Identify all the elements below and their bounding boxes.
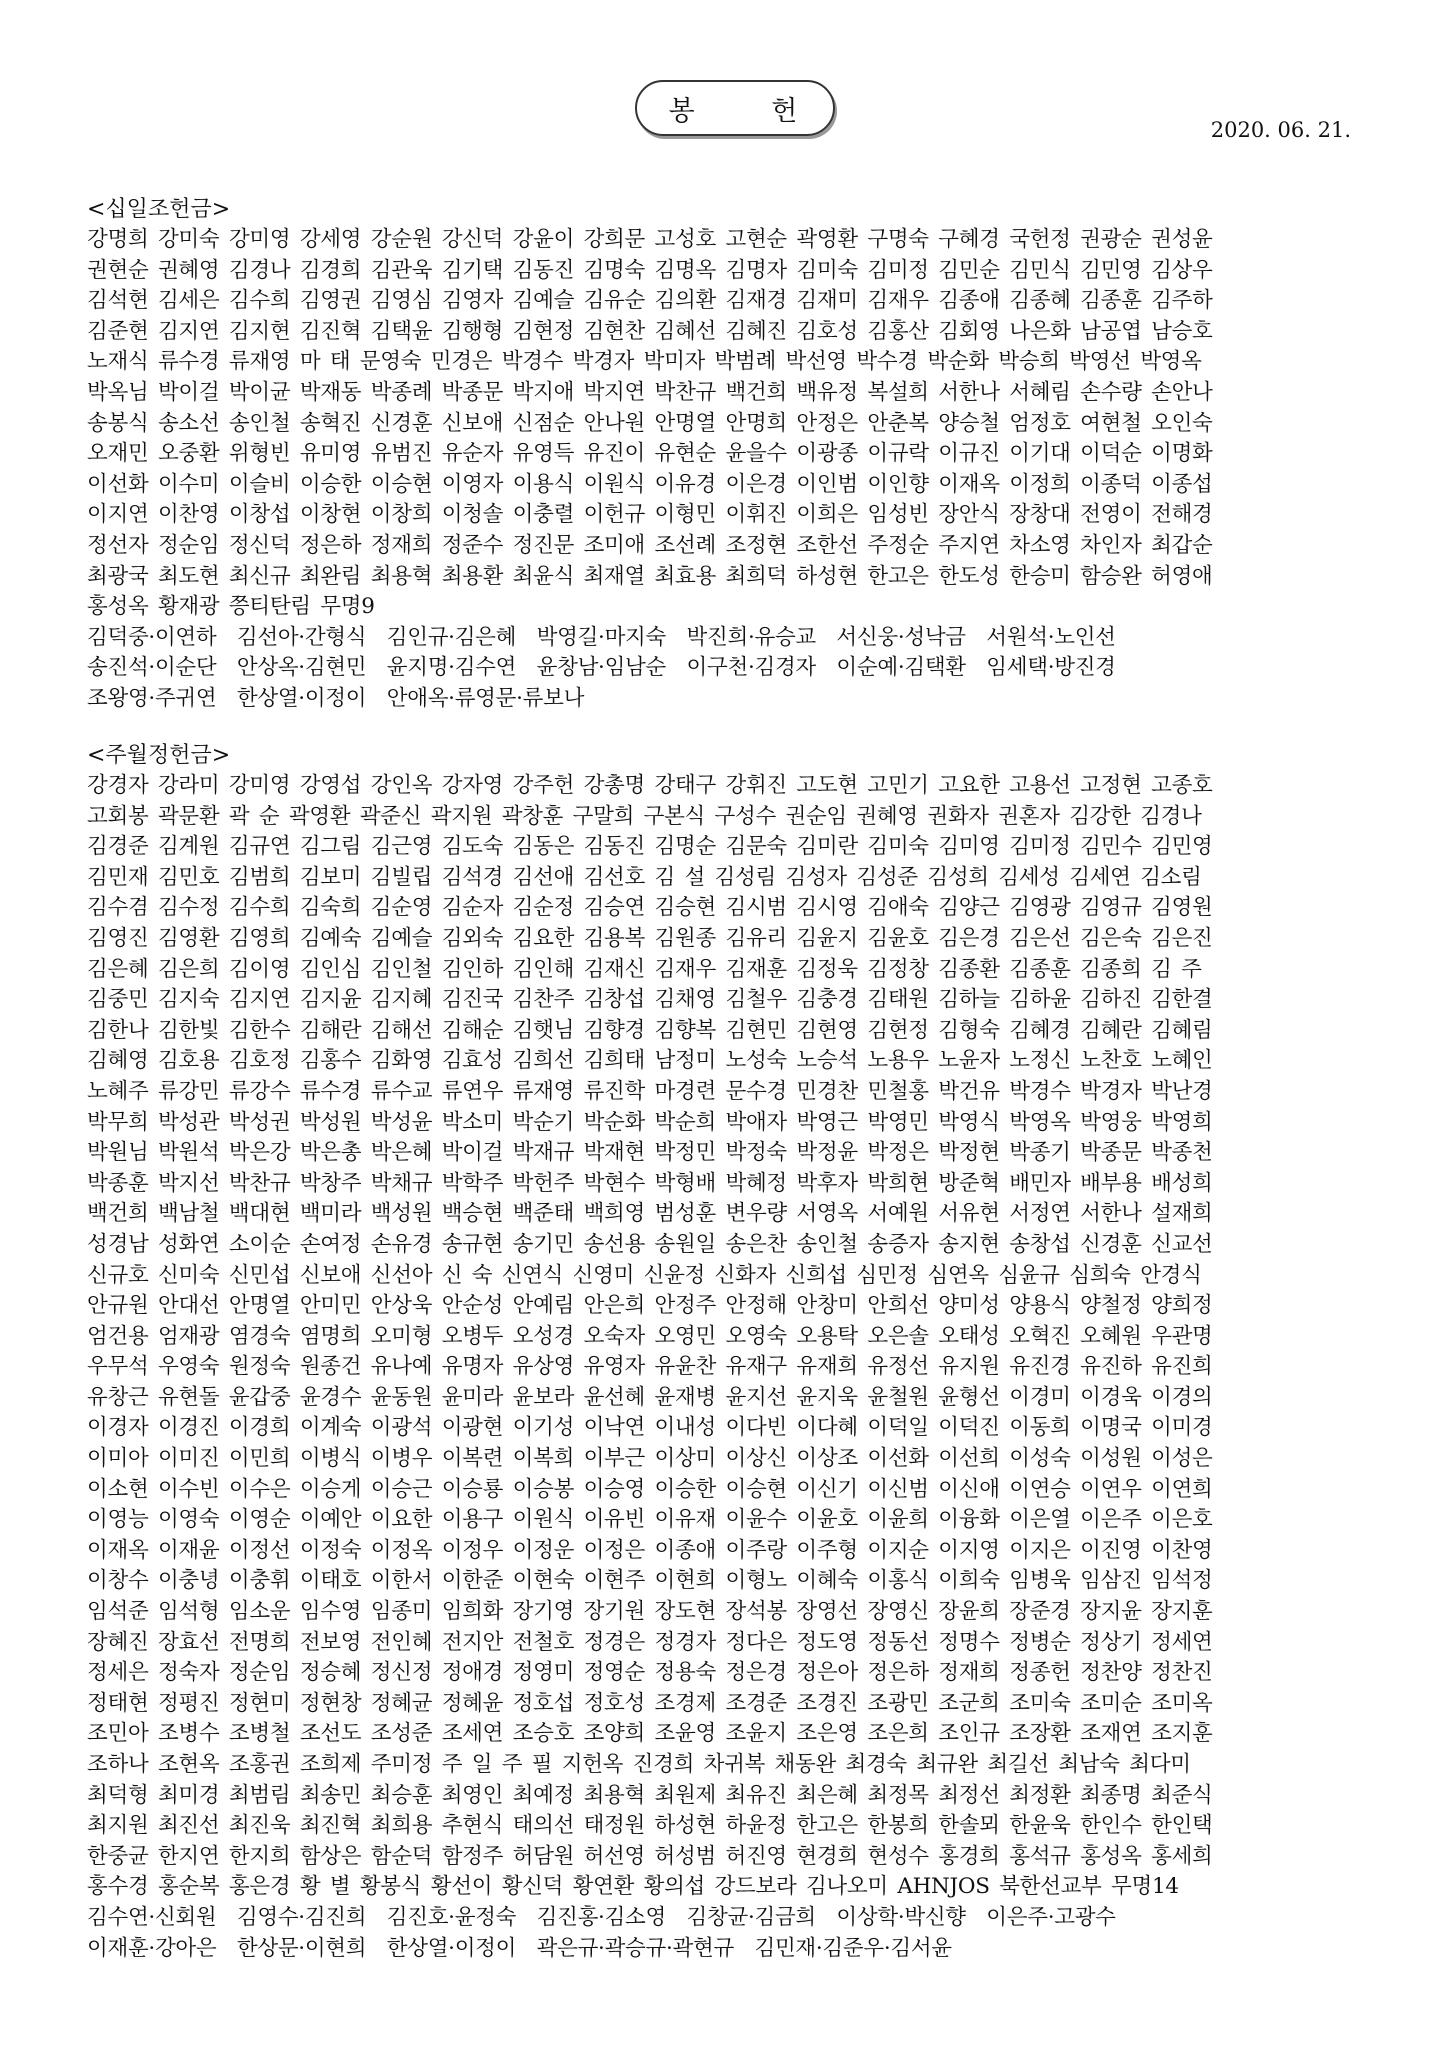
name-line: 홍수경 홍순복 홍은경 황 별 황봉식 황선이 황신덕 황연환 황의섭 강드보라 김나오미 AHNJOS 북한선교부 무명14 <box>87 1874 1179 1900</box>
name-line: 안규원 안대선 안명열 안미민 안상욱 안순성 안예림 안은희 안정주 안정해 안창미 안희선 양미성 양용식 양철정 양희정 <box>87 1293 1213 1319</box>
name-line: 김은혜 김은희 김이영 김인심 김인철 김인하 김인해 김재신 김재우 김재훈 김정욱 김정창 김종환 김종훈 김종희 김 주 <box>87 956 1202 982</box>
name-line: 이선화 이수미 이슬비 이승한 이승현 이영자 이용식 이원식 이유경 이은경 이인범 이인향 이재옥 이정희 이종덕 이종섭 <box>87 471 1213 497</box>
name-line: 유창근 유현돌 윤갑중 윤경수 윤동원 윤미라 윤보라 윤선혜 윤재병 윤지선 윤지욱 윤철원 윤형선 이경미 이경욱 이경의 <box>87 1384 1213 1410</box>
name-line: 송봉식 송소선 송인철 송혁진 신경훈 신보애 신점순 안나원 안명열 안명희 안정은 안춘복 양승철 엄정호 여현철 오인숙 <box>87 410 1213 436</box>
name-line: 김석현 김세은 김수희 김영권 김영심 김영자 김예슬 김유순 김의환 김재경 김재미 김재우 김종애 김종혜 김종훈 김주하 <box>87 288 1213 314</box>
name-line: 박종훈 박지선 박찬규 박창주 박채규 박학주 박헌주 박현수 박형배 박혜정 박후자 박희현 방준혁 배민자 배부용 배성희 <box>87 1170 1213 1196</box>
name-line: 이경자 이경진 이경희 이계숙 이광석 이광현 이기성 이낙연 이내성 이다빈 이다혜 이덕일 이덕진 이동희 이명국 이미경 <box>87 1415 1213 1441</box>
name-line: 조왕영·주귀연 한상열·이정이 안애옥·류영문·류보나 <box>87 685 585 711</box>
name-line: 정세은 정숙자 정순임 정승혜 정신정 정애경 정영미 정영순 정용숙 정은경 정은아 정은하 정재희 정종헌 정찬양 정찬진 <box>87 1660 1213 1686</box>
name-line: 박원님 박원석 박은강 박은총 박은혜 박이걸 박재규 박재현 박정민 박정숙 박정윤 박정은 박정현 박종기 박종문 박종천 <box>87 1140 1213 1166</box>
name-line: 최광국 최도현 최신규 최완림 최용혁 최용환 최윤식 최재열 최효용 최희덕 하성현 한고은 한도성 한승미 함승완 허영애 <box>87 563 1213 589</box>
name-line: 이미아 이미진 이민희 이병식 이병우 이복련 이복희 이부근 이상미 이상신 이상조 이선화 이선희 이성숙 이성원 이성은 <box>87 1446 1213 1472</box>
name-line: 김한나 김한빛 김한수 김해란 김해선 김해순 김햇님 김향경 김향복 김현민 김현영 김현정 김형숙 김혜경 김혜란 김혜림 <box>87 1017 1213 1043</box>
name-line: 최덕형 최미경 최범림 최송민 최승훈 최영인 최예정 최용혁 최원제 최유진 최은혜 최정목 최정선 최정환 최종명 최준식 <box>87 1782 1213 1808</box>
name-line: 강경자 강라미 강미영 강영섭 강인옥 강자영 강주헌 강총명 강태구 강휘진 고도현 고민기 고요한 고용선 고정현 고종호 <box>87 773 1213 798</box>
name-line: 임석준 임석형 임소운 임수영 임종미 임희화 장기영 장기원 장도현 장석봉 장영선 장영신 장윤희 장준경 장지윤 장지훈 <box>87 1599 1213 1625</box>
name-line: 노혜주 류강민 류강수 류수경 류수교 류연우 류재영 류진학 마경련 문수경 민경찬 민철홍 박건유 박경수 박경자 박난경 <box>87 1078 1213 1104</box>
name-line: 오재민 오중환 위형빈 유미영 유범진 유순자 유영득 유진이 유현순 윤을수 이광종 이규락 이규진 이기대 이덕순 이명화 <box>87 441 1213 467</box>
page-title: 봉 헌 <box>635 80 835 136</box>
name-line: 김준현 김지연 김지현 김진혁 김택윤 김행형 김현정 김현찬 김혜선 김혜진 김호성 김홍산 김회영 나은화 남공엽 남승호 <box>87 318 1213 344</box>
name-line: 김수겸 김수정 김수희 김숙희 김순영 김순자 김순정 김승연 김승현 김시범 김시영 김애숙 김양근 김영광 김영규 김영원 <box>87 895 1213 921</box>
name-line: 조민아 조병수 조병철 조선도 조성준 조세연 조승호 조양희 조윤영 조윤지 조은영 조은희 조인규 조장환 조재연 조지훈 <box>87 1721 1213 1747</box>
name-line: 정선자 정순임 정신덕 정은하 정재희 정준수 정진문 조미애 조선례 조정현 조한선 주정순 주지연 차소영 차인자 최갑순 <box>87 532 1213 558</box>
monthly-offering-section <box>87 741 1362 1964</box>
name-line: 장혜진 장효선 전명희 전보영 전인혜 전지안 전철호 정경은 정경자 정다은 정도영 정동선 정명수 정병순 정상기 정세연 <box>87 1629 1213 1655</box>
name-line: 김경준 김계원 김규연 김그림 김근영 김도숙 김동은 김동진 김명순 김문숙 김미란 김미숙 김미영 김미정 김민수 김민영 <box>87 834 1213 860</box>
name-line: 성경남 성화연 소이순 손여정 손유경 송규현 송기민 송선용 송원일 송은찬 송인철 송증자 송지현 송창섭 신경훈 신교선 <box>87 1231 1213 1257</box>
name-line: 엄건용 엄재광 염경숙 염명희 오미형 오병두 오성경 오숙자 오영민 오영숙 오용탁 오은솔 오태성 오혁진 오혜원 우관명 <box>87 1323 1213 1349</box>
tithe-header: <십일조헌금> <box>87 197 231 222</box>
name-line: 김영진 김영환 김영희 김예숙 김예슬 김외숙 김요한 김용복 김원종 김유리 김윤지 김윤호 김은경 김은선 김은숙 김은진 <box>87 925 1213 951</box>
monthly-offering-header: <주월정헌금> <box>87 743 231 768</box>
name-line: 이재훈·강아은 한상문·이현희 한상열·이정이 곽은규·곽승규·곽현규 김민재·김준우·김서윤 <box>87 1935 952 1961</box>
name-line: 김중민 김지숙 김지연 김지윤 김지혜 김진국 김찬주 김창섭 김채영 김철우 김충경 김태원 김하늘 김하윤 김하진 김한결 <box>87 987 1213 1013</box>
name-line: 백건희 백남철 백대현 백미라 백성원 백승현 백준태 백희영 범성훈 변우량 서영옥 서예원 서유현 서정연 서한나 설재희 <box>87 1201 1213 1227</box>
name-line: 홍성옥 황재광 쯩티탄림 무명9 <box>87 594 375 620</box>
date: 2020. 06. 21. <box>1210 118 1351 142</box>
name-line: 이지연 이찬영 이창섭 이창현 이창희 이청솔 이충렬 이헌규 이형민 이휘진 이희은 임성빈 장안식 장창대 전영이 전해경 <box>87 502 1213 528</box>
name-line: 강명희 강미숙 강미영 강세영 강순원 강신덕 강윤이 강희문 고성호 고현순 곽영환 구명숙 구혜경 국헌정 권광순 권성윤 <box>87 227 1213 252</box>
name-line: 노재식 류수경 류재영 마 태 문영숙 민경은 박경수 박경자 박미자 박범례 박선영 박수경 박순화 박승희 박영선 박영옥 <box>87 349 1202 375</box>
name-line: 고회봉 곽문환 곽 순 곽영환 곽준신 곽지원 곽창훈 구말희 구본식 구성수 권순임 권혜영 권화자 권혼자 김강한 김경나 <box>87 803 1202 829</box>
name-line: 이영능 이영숙 이영순 이예안 이요한 이용구 이원식 이유빈 이유재 이윤수 이윤호 이윤희 이융화 이은열 이은주 이은호 <box>87 1507 1213 1533</box>
name-line: 송진석·이순단 안상옥·김현민 윤지명·김수연 윤창남·임남순 이구천·김경자 이순예·김택환 임세택·방진경 <box>87 655 1116 681</box>
name-line: 권현순 권혜영 김경나 김경희 김관욱 김기택 김동진 김명숙 김명옥 김명자 김미숙 김미정 김민순 김민식 김민영 김상우 <box>87 257 1213 283</box>
name-line: 박무희 박성관 박성권 박성원 박성윤 박소미 박순기 박순화 박순희 박애자 박영근 박영민 박영식 박영옥 박영웅 박영희 <box>87 1109 1213 1135</box>
name-line: 조하나 조현옥 조홍권 조희제 주미정 주 일 주 필 지헌옥 진경희 차귀복 채동완 최경숙 최규완 최길선 최남숙 최다미 <box>87 1752 1191 1777</box>
name-line: 우무석 우영숙 원정숙 원종건 유나예 유명자 유상영 유영자 유윤찬 유재구 유재희 유정선 유지원 유진경 유진하 유진희 <box>87 1354 1213 1380</box>
name-line: 최지원 최진선 최진욱 최진혁 최희용 추현식 태의선 태정원 하성현 하윤정 한고은 한봉희 한솔뫼 한윤욱 한인수 한인택 <box>87 1813 1213 1839</box>
name-line: 김수연·신회원 김영수·김진희 김진호·윤정숙 김진홍·김소영 김창균·김금희 이상학·박신향 이은주·고광수 <box>87 1904 1116 1930</box>
name-line: 한중균 한지연 한지희 함상은 함순덕 함정주 허담원 허선영 허성범 허진영 현경희 현성수 홍경희 홍석규 홍성옥 홍세희 <box>87 1843 1213 1869</box>
name-line: 박옥님 박이걸 박이균 박재동 박종례 박종문 박지애 박지연 박찬규 백건희 백유정 복설희 서한나 서혜림 손수량 손안나 <box>87 379 1213 405</box>
name-line: 신규호 신미숙 신민섭 신보애 신선아 신 숙 신연식 신영미 신윤정 신화자 신희섭 심민정 심연옥 심윤규 심희숙 안경식 <box>87 1262 1202 1288</box>
tithe-section <box>87 195 1362 715</box>
name-line: 김민재 김민호 김범희 김보미 김빌립 김석경 김선애 김선호 김 설 김성림 김성자 김성준 김성희 김세성 김세연 김소림 <box>87 864 1202 890</box>
name-line: 이소현 이수빈 이수은 이승게 이승근 이승룡 이승봉 이승영 이승한 이승현 이신기 이신범 이신애 이연승 이연우 이연희 <box>87 1476 1213 1502</box>
name-line: 이재옥 이재윤 이정선 이정숙 이정옥 이정우 이정운 이정은 이종애 이주랑 이주형 이지순 이지영 이지은 이진영 이찬영 <box>87 1537 1213 1563</box>
name-line: 김혜영 김호용 김호정 김홍수 김화영 김효성 김희선 김희태 남정미 노성숙 노승석 노용우 노윤자 노정신 노찬호 노혜인 <box>87 1048 1213 1074</box>
name-line: 정태현 정평진 정현미 정현창 정혜균 정혜윤 정호섭 정호성 조경제 조경준 조경진 조광민 조군희 조미숙 조미순 조미옥 <box>87 1690 1213 1716</box>
name-line: 이창수 이충녕 이충휘 이태호 이한서 이한준 이현숙 이현주 이현희 이형노 이혜숙 이홍식 이희숙 임병욱 임삼진 임석정 <box>87 1568 1213 1594</box>
name-line: 김덕중·이연하 김선아·간형식 김인규·김은혜 박영길·마지숙 박진희·유승교 서신웅·성낙금 서원석·노인선 <box>87 624 1116 650</box>
